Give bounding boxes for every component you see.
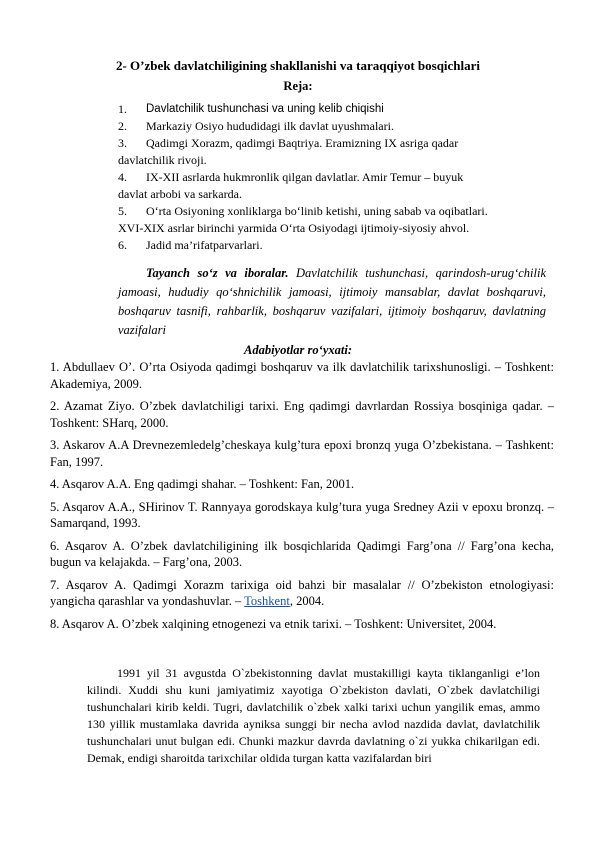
reference-text: 3. Askarov A.A Drevnezemledelg’cheskaya kulg’tura epoxi bronzq yuga O’zbekistana. – Tashkent: Fan, 1997. — [50, 438, 554, 469]
reference-text-after: , 2004. — [289, 594, 325, 608]
plan-item-continuation: davlatchilik rivoji. — [118, 153, 207, 167]
reference-text: 7. Asqarov A. Qadimgi Xorazm tarixiga oid bahzi bir masalalar // O’zbekiston etnologiyasi: yangicha qarashlar va yondashuvlar. – — [50, 577, 554, 608]
plan-item — [118, 169, 548, 186]
reference-item — [50, 359, 554, 392]
references-heading: Adabiyotlar ro‘yxati: — [244, 343, 352, 357]
reference-text: 2. Azamat Ziyo. O’zbek davlatchiligi tarixi. Eng qadimgi davrlardan Rossiya bosqiniga qadar. – Toshkent: SHarq, 2000. — [50, 399, 554, 430]
body-paragraph: 1991 yil 31 avgustda O`zbekistonning davlat mustakilligi kayta tiklanganligi e’lon kilindi. Xuddi shu kuni jamiyatimiz xayotiga O`zbekiston davlati, O`zbek davlatchiligi tushunchalari kirib keldi. Tugri, davlatchilik o`zbek xalki tarixi uchun yangilik emas, ammo 130 yillik mustamlaka davrida ayniksa sunggi bir necha avlod nazdida davlat, davlatchilik tushunchalari unut bulgan edi. Chunki mazkur davrda davlatning o`zi yukka chikarilgan edi. Demak, endigi sharoitda tarixchilar oldida turgan katta vazifalardan biri — [87, 666, 540, 765]
plan-item — [118, 135, 548, 152]
plan-list — [118, 101, 548, 254]
key-terms-paragraph — [118, 264, 546, 340]
reference-item — [50, 437, 554, 470]
plan-item-number: 2. — [118, 119, 127, 133]
reference-item — [50, 538, 554, 571]
plan-heading: Reja: — [283, 79, 313, 93]
plan-item-continuation: davlat arbobi va sarkarda. — [118, 187, 242, 201]
key-terms-text: Davlatchilik tushunchasi, qarindosh-urug‘chilik jamoasi, hududiy qo‘shnichilik jamoasi, ijtimoiy mansablar, davlat boshqaruvi, boshqaruv tasnifi, rahbarlik, boshqaruv vazifalari, ijtimoiy boshqaruv, davlatning vazifalari — [118, 266, 546, 337]
plan-item-number: 4. — [118, 170, 127, 184]
plan-item-number: 6. — [118, 238, 127, 252]
reference-text: 1. Abdullaev O’. O’rta Osiyoda qadimgi boshqaruv va ilk davlatchilik tarixshunosligi. – Toshkent: Akademiya, 2009. — [50, 360, 554, 391]
reference-item — [50, 577, 554, 610]
document-title: 2- O’zbek davlatchiligining shakllanishi va taraqqiyot bosqichlari — [115, 58, 481, 73]
reference-text: 5. Asqarov A.A., SHirinov T. Rannyaya gorodskaya kulg’tura yuga Sredney Azii v epoxu bronzq. – Samarqand, 1993. — [50, 499, 554, 530]
reference-text: 4. Asqarov A.A. Eng qadimgi shahar. – Toshkent: Fan, 2001. — [50, 477, 355, 491]
key-terms-label: Tayanch so‘z va iboralar. — [146, 266, 289, 280]
plan-item-number: 1. — [118, 102, 127, 116]
plan-item — [118, 118, 548, 135]
plan-item-text: Markaziy Osiyo hududidagi ilk davlat uyushmalari. — [146, 119, 394, 133]
plan-item-number: 3. — [118, 136, 127, 150]
reference-item — [50, 476, 554, 493]
plan-item — [118, 237, 548, 254]
plan-item-text: O‘rta Osiyoning xonliklarga bo‘linib ketishi, uning sabab va oqibatlari. — [146, 204, 488, 218]
reference-item — [50, 398, 554, 431]
references-list — [50, 359, 554, 638]
reference-item — [50, 499, 554, 532]
plan-item-text: IX-XII asrlarda hukmronlik qilgan davlatlar. Amir Temur – buyuk — [146, 170, 464, 184]
reference-item — [50, 616, 554, 633]
plan-item-text: Jadid ma’rifatparvarlari. — [146, 238, 263, 252]
plan-item-text: Qadimgi Xorazm, qadimgi Baqtriya. Eramizning IX asriga qadar — [146, 136, 459, 150]
reference-link[interactable]: Toshkent — [244, 594, 290, 608]
plan-item-continuation: XVI-XIX asrlar birinchi yarmida O‘rta Osiyodagi ijtimoiy-siyosiy ahvol. — [118, 221, 470, 235]
reference-text: 8. Asqarov A. O’zbek xalqining etnogenezi va etnik tarixi. – Toshkent: Universitet, 2004. — [50, 616, 497, 631]
plan-item — [118, 203, 548, 220]
plan-item — [118, 101, 548, 118]
reference-text: 6. Asqarov A. O’zbek davlatchiligining ilk bosqichlarida Qadimgi Farg’ona // Farg’ona kecha, bugun va kelajakda. – Farg’ona, 2003. — [50, 538, 554, 569]
plan-item-text: Davlatchilik tushunchasi va uning kelib chiqishi — [146, 103, 384, 115]
plan-item-number: 5. — [118, 204, 127, 218]
